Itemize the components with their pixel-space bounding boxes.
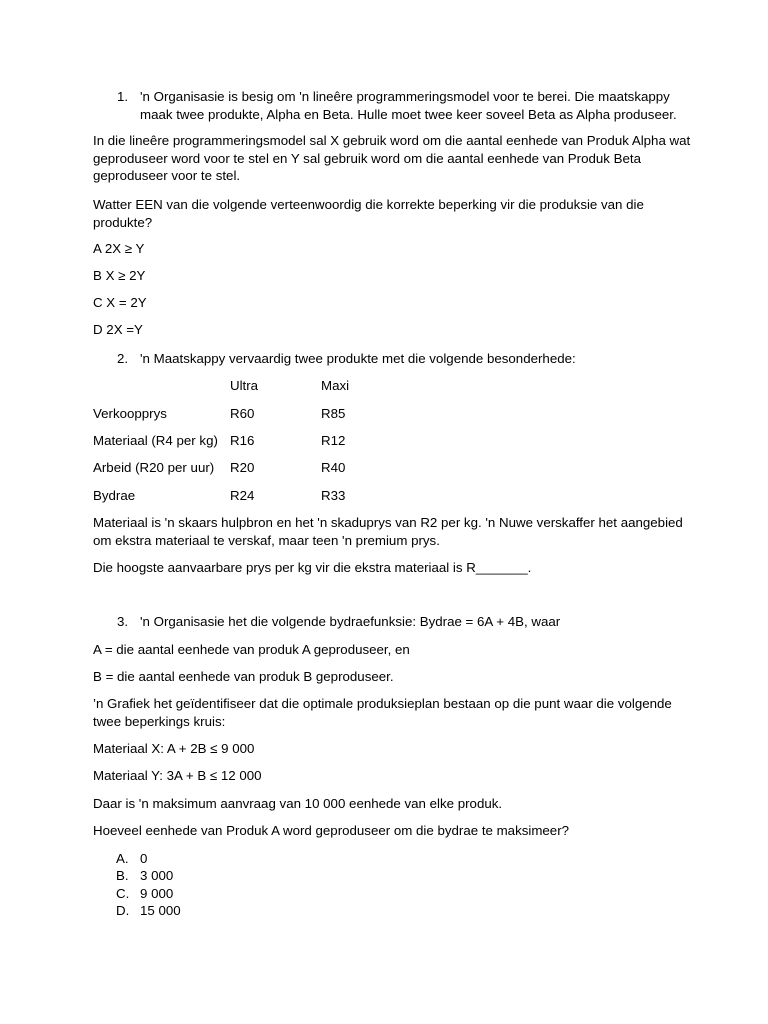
constraint-line: Materiaal Y: 3A + B ≤ 12 000	[93, 768, 262, 783]
option-value: 0	[140, 851, 148, 866]
option-label: C.	[116, 886, 130, 901]
table-cell: R33	[321, 488, 346, 503]
table-cell: R24	[230, 488, 255, 503]
answer-option	[93, 902, 393, 920]
row-label: Arbeid (R20 per uur)	[93, 460, 215, 475]
question-text: 'n Maatskappy vervaardig twee produkte met die volgende besonderhede:	[140, 351, 576, 366]
question-number: 2.	[117, 351, 129, 366]
table-header-row	[93, 377, 493, 395]
definition-line: A = die aantal eenhede van produk A geproduseer, en	[93, 642, 410, 657]
table-cell: R60	[230, 406, 255, 421]
paragraph: Daar is 'n maksimum aanvraag van 10 000 eenhede van elke produk.	[93, 796, 503, 811]
option-label: D.	[116, 903, 130, 918]
question-prompt: Die hoogste aanvaarbare prys per kg vir die ekstra materiaal is R_______.	[93, 560, 532, 575]
answer-option	[93, 867, 393, 885]
paragraph: Materiaal is 'n skaars hulpbron en het 'n skaduprys van R2 per kg. 'n Nuwe verskaffer het aangebied om ekstra materiaal te verskaf, maar teen 'n premium prys.	[93, 515, 683, 548]
row-label: Verkoopprys	[93, 406, 167, 421]
definition-line: B = die aantal eenhede van produk B geproduseer.	[93, 669, 394, 684]
answer-option: D 2X =Y	[93, 322, 143, 337]
row-label: Bydrae	[93, 488, 136, 503]
table-row	[93, 405, 493, 423]
table-cell: R40	[321, 460, 346, 475]
question-number: 3.	[117, 614, 129, 629]
question-text: 'n Organisasie het die volgende bydraefunksie: Bydrae = 6A + 4B, waar	[140, 614, 561, 629]
question-number: 1.	[117, 89, 129, 104]
answer-option: A 2X ≥ Y	[93, 241, 145, 256]
table-row	[93, 432, 493, 450]
column-header: Ultra	[230, 378, 259, 393]
paragraph: In die lineêre programmeringsmodel sal X gebruik word om die aantal eenhede van Produk Alpha wat geproduseer word voor te stel en Y sal gebruik word om die aantal eenhede van Produk Beta geproduseer voor te stel.	[93, 133, 691, 183]
table-cell: R12	[321, 433, 346, 448]
option-label: B.	[116, 868, 129, 883]
row-label: Materiaal (R4 per kg)	[93, 433, 218, 448]
question-prompt: Watter EEN van die volgende verteenwoordig die korrekte beperking vir die produksie van die produkte?	[93, 197, 644, 230]
question-text: 'n Organisasie is besig om 'n lineêre programmeringsmodel voor te berei. Die maatskappy maak twee produkte, Alpha en Beta. Hulle moet twee keer soveel Beta as Alpha produseer.	[140, 89, 677, 122]
answer-option: B X ≥ 2Y	[93, 268, 146, 283]
answer-option	[93, 850, 393, 868]
option-value: 15 000	[140, 903, 181, 918]
column-header: Maxi	[321, 378, 350, 393]
table-row	[93, 459, 493, 477]
answer-option	[93, 885, 393, 903]
paragraph: ’n Grafiek het geïdentifiseer dat die optimale produksieplan bestaan op die punt waar die volgende twee beperkings kruis:	[93, 696, 672, 729]
table-cell: R85	[321, 406, 346, 421]
answer-option: C X = 2Y	[93, 295, 147, 310]
table-cell: R20	[230, 460, 255, 475]
option-value: 9 000	[140, 886, 174, 901]
constraint-line: Materiaal X: A + 2B ≤ 9 000	[93, 741, 255, 756]
option-value: 3 000	[140, 868, 174, 883]
table-cell: R16	[230, 433, 255, 448]
table-row	[93, 487, 493, 505]
question-prompt: Hoeveel eenhede van Produk A word geproduseer om die bydrae te maksimeer?	[93, 823, 570, 838]
option-label: A.	[116, 851, 129, 866]
